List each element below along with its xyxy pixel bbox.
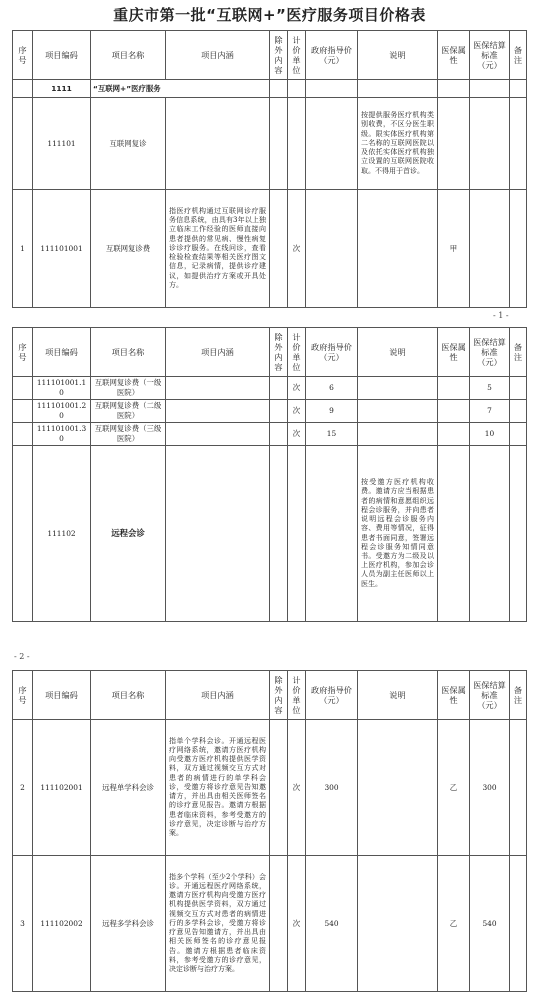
item-seq: 2 <box>13 720 33 856</box>
header-seq: 序号 <box>13 31 33 80</box>
header-ins-attr: 医保属性 <box>438 328 470 377</box>
page-number: - 1 - <box>493 311 509 320</box>
table-row <box>13 423 527 446</box>
item-unit: 次 <box>288 190 306 308</box>
table-row <box>13 400 527 423</box>
sub-item-code: 111101001.20 <box>33 400 91 423</box>
header-gov-price: 政府指导价（元） <box>306 31 358 80</box>
item-content: 指多个学科（至少2个学科）会诊。开通远程医疗网络系统，邀请方医疗机构向受邀方医疗机构提供医学资料，双方通过视频交互方式对患者的病情进行的多学科会诊，受邀方将诊疗意见告知邀请方，并出具由相关医师签名的诊疗意见报告。邀请方根据患者临床资料，参考受邀方的诊疗意见，决定诊断与治疗方案。 <box>166 856 270 992</box>
header-name: 项目名称 <box>91 328 166 377</box>
header-excluded: 除外内容 <box>270 671 288 720</box>
group-note: 按受邀方医疗机构收费。邀请方应当根据患者的病情和意愿组织远程会诊服务，并向患者说明远程会诊服务内容、费用等情况，征得患者书面同意，签署远程会诊服务知情同意书。受邀方为二级及以上医疗机构，参加会诊人员为副主任医师以上医生。 <box>358 446 438 622</box>
category-name: “互联网+”医疗服务 <box>91 80 270 98</box>
header-code: 项目编码 <box>33 328 91 377</box>
header-content: 项目内涵 <box>166 31 270 80</box>
sub-item-price: 15 <box>306 423 358 446</box>
table-row <box>13 856 527 992</box>
header-name: 项目名称 <box>91 31 166 80</box>
item-ins-std: 300 <box>470 720 510 856</box>
header-code: 项目编码 <box>33 31 91 80</box>
header-excluded: 除外内容 <box>270 31 288 80</box>
group-note: 按提供服务医疗机构类别收费，不区分医生职级。限实体医疗机构第二名称的互联网医院以及依托实体医疗机构独立设置的互联网医院收取。不得用于首诊。 <box>358 98 438 190</box>
table-header-row <box>13 671 527 720</box>
sub-item-name: 互联网复诊费（三级医院） <box>91 423 166 446</box>
sub-item-price: 6 <box>306 377 358 400</box>
category-code: 1111 <box>33 80 91 98</box>
item-price: 300 <box>306 720 358 856</box>
header-unit: 计价单位 <box>288 31 306 80</box>
group-name: 远程会诊 <box>91 446 166 622</box>
page-number: - 2 - <box>14 652 30 661</box>
header-remark: 备注 <box>510 671 527 720</box>
price-table-page-3 <box>12 670 527 992</box>
header-ins-attr: 医保属性 <box>438 671 470 720</box>
header-ins-std: 医保结算标准（元） <box>470 671 510 720</box>
document-title: 重庆市第一批“互联网+”医疗服务项目价格表 <box>113 6 426 24</box>
header-name: 项目名称 <box>91 671 166 720</box>
item-ins-attr: 甲 <box>438 190 470 308</box>
table-header-row <box>13 328 527 377</box>
group-row <box>13 98 527 190</box>
header-content: 项目内涵 <box>166 671 270 720</box>
header-ins-attr: 医保属性 <box>438 31 470 80</box>
header-note: 说明 <box>358 671 438 720</box>
sub-item-unit: 次 <box>288 400 306 423</box>
price-table-page-1 <box>12 30 527 308</box>
table-row <box>13 190 527 308</box>
item-ins-std: 540 <box>470 856 510 992</box>
header-excluded: 除外内容 <box>270 328 288 377</box>
header-seq: 序号 <box>13 328 33 377</box>
item-seq: 3 <box>13 856 33 992</box>
table-row <box>13 377 527 400</box>
item-name: 远程多学科会诊 <box>91 856 166 992</box>
group-row <box>13 446 527 622</box>
sub-item-code: 111101001.30 <box>33 423 91 446</box>
sub-item-unit: 次 <box>288 423 306 446</box>
header-code: 项目编码 <box>33 671 91 720</box>
header-unit: 计价单位 <box>288 671 306 720</box>
header-ins-std: 医保结算标准（元） <box>470 328 510 377</box>
item-content: 指医疗机构通过互联网诊疗服务信息系统，由具有3年以上独立临床工作经验的医师直接向患者提供的常见病、慢性病复诊诊疗服务。在线问诊，查看检验检查结果等相关医疗图文信息，记录病情，提供诊疗建议，如提供治疗方案或开具处方。 <box>166 190 270 308</box>
item-seq: 1 <box>13 190 33 308</box>
item-unit: 次 <box>288 720 306 856</box>
header-remark: 备注 <box>510 31 527 80</box>
table-header-row <box>13 31 527 80</box>
sub-item-name: 互联网复诊费（二级医院） <box>91 400 166 423</box>
sub-item-ins-std: 7 <box>470 400 510 423</box>
sub-item-ins-std: 10 <box>470 423 510 446</box>
header-unit: 计价单位 <box>288 328 306 377</box>
item-price: 540 <box>306 856 358 992</box>
group-code: 111101 <box>33 98 91 190</box>
sub-item-name: 互联网复诊费（一级医院） <box>91 377 166 400</box>
header-note: 说明 <box>358 31 438 80</box>
sub-item-price: 9 <box>306 400 358 423</box>
item-code: 111101001 <box>33 190 91 308</box>
group-code: 111102 <box>33 446 91 622</box>
sub-item-ins-std: 5 <box>470 377 510 400</box>
item-ins-attr: 乙 <box>438 856 470 992</box>
group-name: 互联网复诊 <box>91 98 166 190</box>
item-code: 111102001 <box>33 720 91 856</box>
table-row <box>13 720 527 856</box>
price-table-page-2 <box>12 327 527 622</box>
item-ins-attr: 乙 <box>438 720 470 856</box>
header-gov-price: 政府指导价（元） <box>306 328 358 377</box>
item-name: 互联网复诊费 <box>91 190 166 308</box>
header-remark: 备注 <box>510 328 527 377</box>
sub-item-code: 111101001.10 <box>33 377 91 400</box>
header-seq: 序号 <box>13 671 33 720</box>
header-note: 说明 <box>358 328 438 377</box>
item-unit: 次 <box>288 856 306 992</box>
header-gov-price: 政府指导价（元） <box>306 671 358 720</box>
item-code: 111102002 <box>33 856 91 992</box>
sub-item-unit: 次 <box>288 377 306 400</box>
item-name: 远程单学科会诊 <box>91 720 166 856</box>
header-ins-std: 医保结算标准（元） <box>470 31 510 80</box>
item-content: 指单个学科会诊。开通远程医疗网络系统，邀请方医疗机构向受邀方医疗机构提供医学资料，双方通过视频交互方式对患者的病情进行的单学科会诊，受邀方将诊疗意见告知邀请方，并出具由相关医师签名的诊疗意见报告。邀请方根据患者临床资料，参考受邀方的诊疗意见，决定诊断与治疗方案。 <box>166 720 270 856</box>
header-content: 项目内涵 <box>166 328 270 377</box>
category-row <box>13 80 527 98</box>
